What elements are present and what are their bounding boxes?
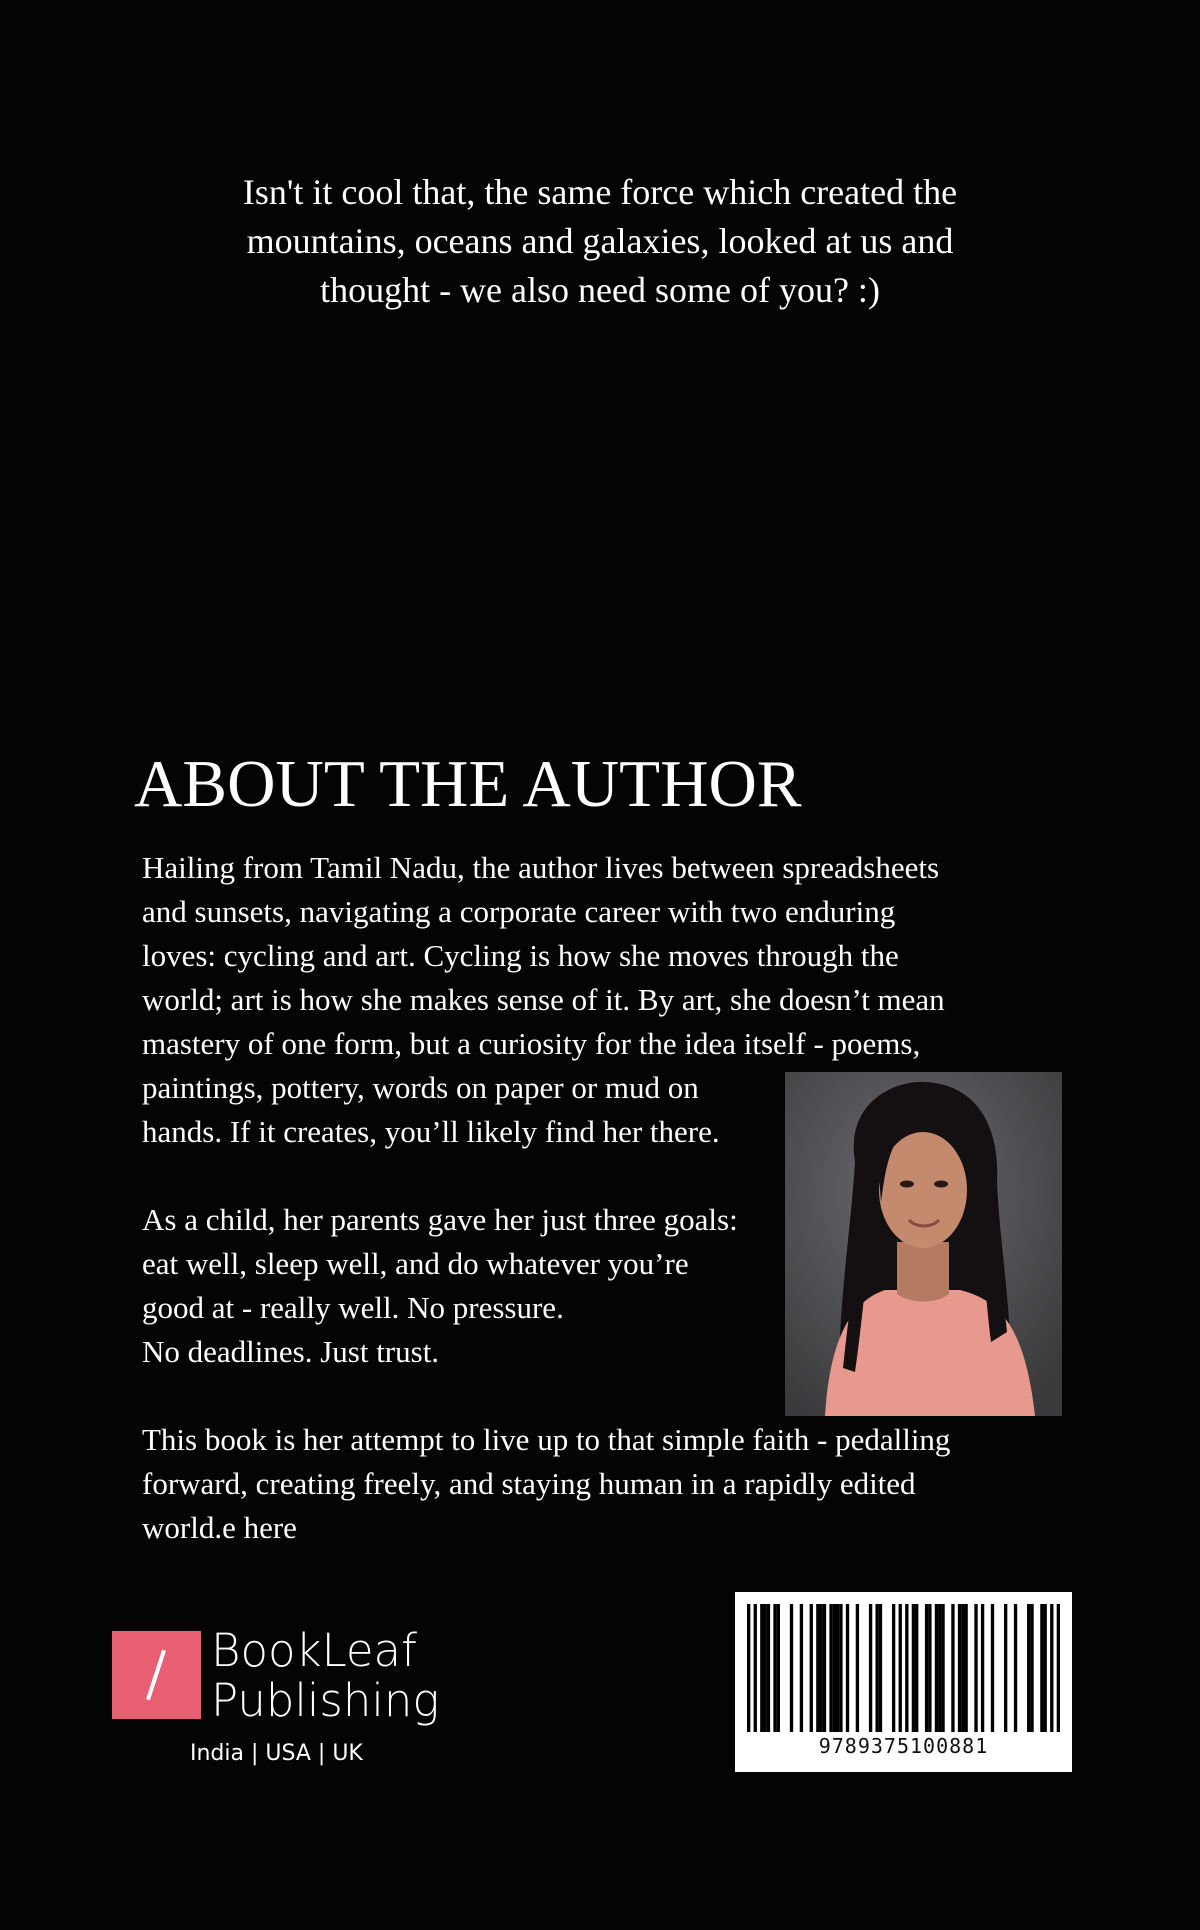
barcode-bar xyxy=(879,1604,882,1732)
barcode-bar xyxy=(800,1604,803,1732)
barcode-bar xyxy=(754,1604,757,1732)
bio-line: This book is her attempt to live up to that simple faith - pedalling xyxy=(142,1422,951,1457)
back-cover-quote xyxy=(180,168,1020,315)
barcode-bar xyxy=(823,1604,826,1732)
bio-line: good at - really well. No pressure. xyxy=(142,1290,564,1325)
barcode-bar xyxy=(892,1604,895,1732)
publisher-name-line: Publishing xyxy=(211,1674,440,1727)
bio-line: and sunsets, navigating a corporate career with two enduring xyxy=(142,894,896,929)
barcode-bar xyxy=(836,1604,839,1732)
barcode-bar xyxy=(767,1604,770,1732)
barcode-bar xyxy=(1050,1604,1053,1732)
barcode-bar xyxy=(829,1604,832,1732)
barcode-bar xyxy=(869,1604,872,1732)
barcode-bar xyxy=(856,1604,859,1732)
barcode-icon xyxy=(747,1604,1060,1732)
quote-line: Isn't it cool that, the same force which created the xyxy=(242,172,958,212)
barcode-bar xyxy=(935,1604,938,1732)
barcode-bar xyxy=(875,1604,878,1732)
barcode-bar xyxy=(819,1604,822,1732)
barcode-bar xyxy=(905,1604,908,1732)
bio-line: mastery of one form, but a curiosity for the idea itself - poems, xyxy=(142,1026,921,1061)
bio-line: forward, creating freely, and staying human in a rapidly edited xyxy=(142,1466,916,1501)
publisher-name xyxy=(211,1626,439,1726)
bio-line: loves: cycling and art. Cycling is how she moves through the xyxy=(142,938,899,973)
barcode-bar xyxy=(763,1604,766,1732)
author-bio-paragraph-2 xyxy=(142,1198,738,1374)
bio-line: Hailing from Tamil Nadu, the author lives between spreadsheets xyxy=(142,850,940,885)
about-the-author-heading: ABOUT THE AUTHOR xyxy=(134,747,802,821)
barcode-bar xyxy=(951,1604,954,1732)
bio-line: world.e here xyxy=(142,1510,297,1545)
bio-line: No deadlines. Just trust. xyxy=(142,1334,440,1369)
publisher-regions: India | USA | UK xyxy=(190,1741,363,1766)
bio-line: eat well, sleep well, and do whatever you’re xyxy=(142,1246,689,1281)
author-bio-paragraph-3 xyxy=(142,1418,950,1550)
bio-line: As a child, her parents gave her just three goals: xyxy=(142,1202,738,1237)
barcode-bar xyxy=(777,1604,780,1732)
barcode-bar xyxy=(974,1604,977,1732)
barcode-bar xyxy=(833,1604,836,1732)
barcode-bar xyxy=(899,1604,902,1732)
barcode-bar xyxy=(981,1604,984,1732)
barcode-bar xyxy=(991,1604,994,1732)
barcode-bar xyxy=(928,1604,931,1732)
barcode-bar xyxy=(810,1604,813,1732)
barcode-bar xyxy=(839,1604,842,1732)
bio-line: hands. If it creates, you’ll likely find her there. xyxy=(142,1114,720,1149)
barcode-bar xyxy=(961,1604,964,1732)
barcode-bar xyxy=(1027,1604,1030,1732)
bio-line: paintings, pottery, words on paper or mud on xyxy=(142,1070,699,1105)
slash-logo-icon xyxy=(112,1631,201,1719)
barcode-bar xyxy=(958,1604,961,1732)
barcode-bar xyxy=(938,1604,941,1732)
barcode-bar xyxy=(846,1604,849,1732)
barcode-bar xyxy=(1004,1604,1007,1732)
barcode-bar xyxy=(816,1604,819,1732)
barcode-bar xyxy=(1057,1604,1060,1732)
barcode-bar xyxy=(790,1604,793,1732)
barcode-bar xyxy=(964,1604,967,1732)
barcode-bar xyxy=(912,1604,915,1732)
author-photo xyxy=(785,1072,1062,1416)
barcode-bar xyxy=(760,1604,763,1732)
barcode-bar xyxy=(915,1604,918,1732)
barcode-bar xyxy=(773,1604,776,1732)
bio-line: world; art is how she makes sense of it. By art, she doesn’t mean xyxy=(142,982,945,1017)
quote-line: mountains, oceans and galaxies, looked at us and xyxy=(246,221,954,261)
barcode-bar xyxy=(1040,1604,1043,1732)
barcode-bar xyxy=(925,1604,928,1732)
barcode-bar xyxy=(747,1604,750,1732)
barcode-bar xyxy=(1030,1604,1033,1732)
publisher-name-line: BookLeaf xyxy=(211,1624,417,1677)
barcode-bar xyxy=(941,1604,944,1732)
barcode-bar xyxy=(1014,1604,1017,1732)
quote-line: thought - we also need some of you? :) xyxy=(320,270,880,310)
isbn-number: 9789375100881 xyxy=(818,1734,989,1758)
barcode-bar xyxy=(1044,1604,1047,1732)
isbn-barcode xyxy=(735,1592,1072,1772)
